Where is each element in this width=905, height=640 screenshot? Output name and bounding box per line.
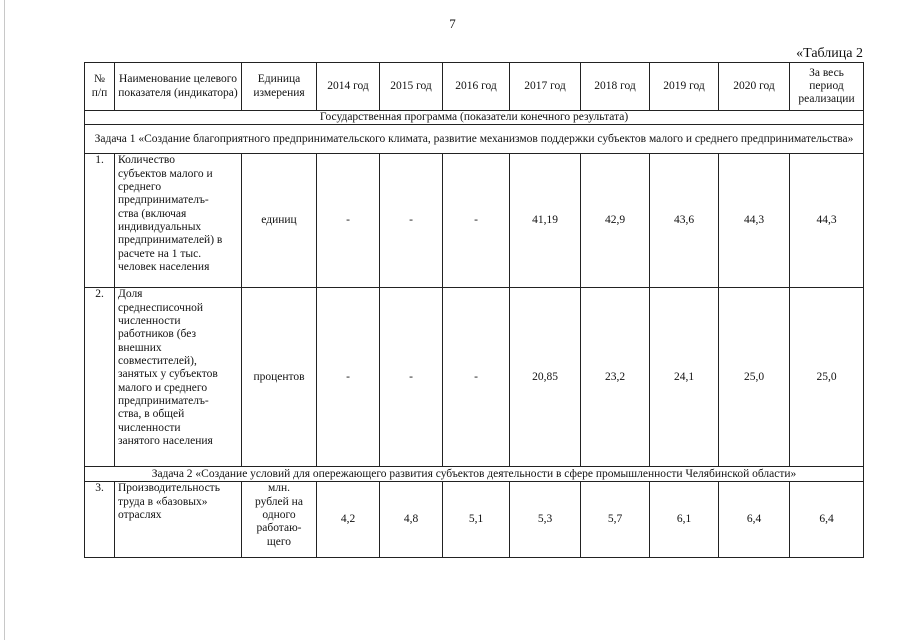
table-header-row bbox=[85, 63, 864, 111]
value-2016: - bbox=[443, 154, 510, 288]
value-2018: 42,9 bbox=[581, 154, 650, 288]
row-unit: процентов bbox=[242, 288, 317, 467]
unit-line: одного bbox=[262, 508, 296, 521]
row-number: 3. bbox=[85, 482, 115, 558]
header-year-2018: 2018 год bbox=[581, 63, 650, 111]
name-line: предпринимателъ- bbox=[118, 394, 209, 407]
header-unit: Единица измерения bbox=[242, 63, 317, 111]
row-unit: единиц bbox=[242, 154, 317, 288]
name-line: труда в «базовых» bbox=[118, 495, 208, 508]
row-indicator-name bbox=[115, 288, 242, 467]
name-line: занятых у субъектов bbox=[118, 368, 218, 381]
unit-line: щего bbox=[266, 535, 292, 548]
unit-line: работаю- bbox=[256, 522, 302, 535]
value-2019: 6,1 bbox=[650, 482, 719, 558]
row-number: 1. bbox=[85, 154, 115, 288]
value-2014: 4,2 bbox=[317, 482, 380, 558]
page-number: 7 bbox=[449, 16, 456, 31]
header-num: № п/п bbox=[85, 63, 115, 111]
section-task1: Задача 1 «Создание благоприятного предпринимательского климата, развитие механизмов поддержки субъектов малого и среднего предпринимательства» bbox=[85, 125, 864, 154]
header-year-2015: 2015 год bbox=[380, 63, 443, 111]
name-line: Количество bbox=[118, 154, 175, 167]
section-row-program bbox=[85, 111, 864, 125]
value-2015: - bbox=[380, 288, 443, 467]
value-total: 25,0 bbox=[790, 288, 864, 467]
table-row bbox=[85, 288, 864, 467]
page-edge-line bbox=[4, 0, 5, 640]
value-2016: - bbox=[443, 288, 510, 467]
row-indicator-name bbox=[115, 482, 242, 558]
value-2017: 20,85 bbox=[510, 288, 581, 467]
name-line: среднесписочной bbox=[118, 301, 204, 314]
section-program: Государственная программа (показатели конечного результата) bbox=[85, 111, 864, 125]
name-line: ства (включая bbox=[118, 207, 187, 220]
value-2014: - bbox=[317, 154, 380, 288]
section-row-task2 bbox=[85, 467, 864, 482]
header-year-2016: 2016 год bbox=[443, 63, 510, 111]
name-line: ства, в общей bbox=[118, 408, 185, 421]
name-line: занятого населения bbox=[118, 434, 213, 447]
name-line: человек населения bbox=[118, 260, 210, 273]
name-line: численности bbox=[118, 421, 181, 434]
value-2019: 43,6 bbox=[650, 154, 719, 288]
section-row-task1 bbox=[85, 125, 864, 154]
header-year-2017: 2017 год bbox=[510, 63, 581, 111]
name-line: индивидуальных bbox=[118, 220, 202, 233]
value-2015: 4,8 bbox=[380, 482, 443, 558]
name-line: внешних bbox=[118, 341, 162, 354]
value-2016: 5,1 bbox=[443, 482, 510, 558]
table-row bbox=[85, 154, 864, 288]
header-year-2014: 2014 год bbox=[317, 63, 380, 111]
name-line: расчете на 1 тыс. bbox=[118, 247, 202, 260]
unit-line: млн. bbox=[267, 482, 291, 495]
value-2020: 6,4 bbox=[719, 482, 790, 558]
value-2014: - bbox=[317, 288, 380, 467]
header-year-2020: 2020 год bbox=[719, 63, 790, 111]
name-line: предпринимателей) в bbox=[118, 234, 223, 247]
name-line: отраслях bbox=[118, 508, 162, 521]
value-2020: 44,3 bbox=[719, 154, 790, 288]
value-2019: 24,1 bbox=[650, 288, 719, 467]
value-2018: 5,7 bbox=[581, 482, 650, 558]
name-line: среднего bbox=[118, 180, 162, 193]
name-line: численности bbox=[118, 314, 181, 327]
row-indicator-name bbox=[115, 154, 242, 288]
name-line: предпринимателъ- bbox=[118, 194, 209, 207]
name-line: малого и среднего bbox=[118, 381, 208, 394]
header-name: Наименование целевого показателя (индикатора) bbox=[115, 63, 242, 111]
value-2017: 5,3 bbox=[510, 482, 581, 558]
header-year-2019: 2019 год bbox=[650, 63, 719, 111]
value-2015: - bbox=[380, 154, 443, 288]
unit-line: рублей на bbox=[255, 495, 303, 508]
name-line: совместителей), bbox=[118, 354, 197, 367]
indicators-table bbox=[84, 62, 864, 558]
value-2018: 23,2 bbox=[581, 288, 650, 467]
section-task2: Задача 2 «Создание условий для опережающего развития субъектов деятельности в сфере промышленности Челябинской области» bbox=[85, 467, 864, 482]
header-total: За весь период реализации bbox=[790, 63, 864, 111]
name-line: работников (без bbox=[118, 328, 197, 341]
value-total: 6,4 bbox=[790, 482, 864, 558]
name-line: субъектов малого и bbox=[118, 167, 213, 180]
row-unit bbox=[242, 482, 317, 558]
table-row bbox=[85, 482, 864, 558]
value-total: 44,3 bbox=[790, 154, 864, 288]
table-caption: «Таблица 2 bbox=[796, 46, 863, 61]
name-line: Доля bbox=[118, 288, 143, 301]
row-number: 2. bbox=[85, 288, 115, 467]
value-2017: 41,19 bbox=[510, 154, 581, 288]
value-2020: 25,0 bbox=[719, 288, 790, 467]
name-line: Производительность bbox=[118, 482, 220, 495]
